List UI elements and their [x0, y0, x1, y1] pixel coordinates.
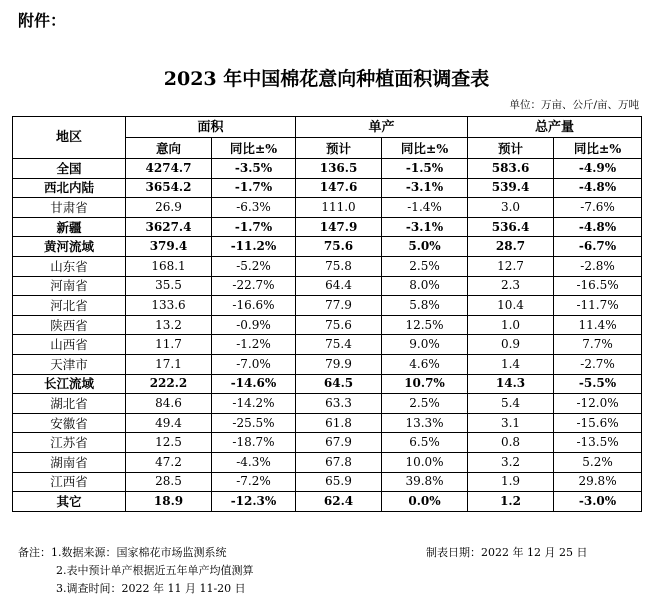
- value-cell: -6.7%: [554, 237, 642, 257]
- value-cell: 7.7%: [554, 335, 642, 355]
- value-cell: 1.0: [468, 315, 554, 335]
- value-cell: -1.2%: [212, 335, 296, 355]
- subheader-output-yoy: 同比±%: [554, 138, 642, 159]
- value-cell: 67.8: [296, 452, 382, 472]
- value-cell: -7.2%: [212, 472, 296, 492]
- table-date: 制表日期：2022 年 12 月 25 日: [426, 546, 588, 559]
- value-cell: -16.5%: [554, 276, 642, 296]
- value-cell: -14.2%: [212, 394, 296, 414]
- subheader-yield-yoy: 同比±%: [382, 138, 468, 159]
- region-cell: 山东省: [13, 256, 126, 276]
- region-cell: 陕西省: [13, 315, 126, 335]
- value-cell: 49.4: [126, 413, 212, 433]
- value-cell: 75.6: [296, 315, 382, 335]
- value-cell: 147.6: [296, 178, 382, 198]
- value-cell: -1.7%: [212, 178, 296, 198]
- value-cell: 1.2: [468, 492, 554, 512]
- table-row: [13, 296, 642, 316]
- value-cell: -4.8%: [554, 217, 642, 237]
- value-cell: 1.4: [468, 354, 554, 374]
- unit-note: 单位：万亩、公斤/亩、万吨: [509, 99, 639, 111]
- value-cell: 379.4: [126, 237, 212, 257]
- value-cell: -11.7%: [554, 296, 642, 316]
- region-cell: 湖南省: [13, 452, 126, 472]
- subheader-yield-forecast: 预计: [296, 138, 382, 159]
- value-cell: 26.9: [126, 198, 212, 218]
- value-cell: -1.5%: [382, 159, 468, 179]
- value-cell: 39.8%: [382, 472, 468, 492]
- region-cell: 江西省: [13, 472, 126, 492]
- notes: [18, 544, 254, 598]
- value-cell: 17.1: [126, 354, 212, 374]
- value-cell: 168.1: [126, 256, 212, 276]
- value-cell: 10.0%: [382, 452, 468, 472]
- value-cell: 222.2: [126, 374, 212, 394]
- value-cell: -3.0%: [554, 492, 642, 512]
- value-cell: 6.5%: [382, 433, 468, 453]
- value-cell: -6.3%: [212, 198, 296, 218]
- subheader-area-intent: 意向: [126, 138, 212, 159]
- header-group-output: 总产量: [468, 117, 642, 138]
- document-title: 2023 年中国棉花意向种植面积调查表: [163, 68, 490, 90]
- table-row: [13, 394, 642, 414]
- value-cell: 28.5: [126, 472, 212, 492]
- value-cell: 29.8%: [554, 472, 642, 492]
- region-cell: 西北内陆: [13, 178, 126, 198]
- table-row: [13, 276, 642, 296]
- value-cell: -3.1%: [382, 178, 468, 198]
- value-cell: -12.3%: [212, 492, 296, 512]
- value-cell: 9.0%: [382, 335, 468, 355]
- note-line: 2.表中预计单产根据近五年单产均值测算: [56, 564, 254, 577]
- value-cell: 0.8: [468, 433, 554, 453]
- value-cell: 67.9: [296, 433, 382, 453]
- value-cell: 5.0%: [382, 237, 468, 257]
- region-cell: 黄河流域: [13, 237, 126, 257]
- value-cell: 5.8%: [382, 296, 468, 316]
- value-cell: 2.5%: [382, 256, 468, 276]
- value-cell: 65.9: [296, 472, 382, 492]
- value-cell: 133.6: [126, 296, 212, 316]
- value-cell: -4.3%: [212, 452, 296, 472]
- value-cell: 4274.7: [126, 159, 212, 179]
- region-cell: 全国: [13, 159, 126, 179]
- region-cell: 河南省: [13, 276, 126, 296]
- value-cell: -12.0%: [554, 394, 642, 414]
- value-cell: -22.7%: [212, 276, 296, 296]
- value-cell: -18.7%: [212, 433, 296, 453]
- value-cell: -3.5%: [212, 159, 296, 179]
- value-cell: -11.2%: [212, 237, 296, 257]
- value-cell: 28.7: [468, 237, 554, 257]
- table-row: [13, 217, 642, 237]
- table-row: [13, 452, 642, 472]
- value-cell: -2.8%: [554, 256, 642, 276]
- value-cell: 2.5%: [382, 394, 468, 414]
- value-cell: -3.1%: [382, 217, 468, 237]
- value-cell: -16.6%: [212, 296, 296, 316]
- table-row: [13, 315, 642, 335]
- value-cell: 10.7%: [382, 374, 468, 394]
- value-cell: -4.8%: [554, 178, 642, 198]
- region-cell: 长江流域: [13, 374, 126, 394]
- note-line: 3.调查时间：2022 年 11 月 11-20 日: [56, 582, 246, 595]
- value-cell: 1.9: [468, 472, 554, 492]
- value-cell: -5.2%: [212, 256, 296, 276]
- value-cell: 11.4%: [554, 315, 642, 335]
- value-cell: 61.8: [296, 413, 382, 433]
- value-cell: 539.4: [468, 178, 554, 198]
- value-cell: 12.5%: [382, 315, 468, 335]
- value-cell: 5.4: [468, 394, 554, 414]
- value-cell: 536.4: [468, 217, 554, 237]
- value-cell: 3627.4: [126, 217, 212, 237]
- header-region: 地区: [13, 117, 126, 159]
- value-cell: 583.6: [468, 159, 554, 179]
- value-cell: 8.0%: [382, 276, 468, 296]
- table-row: [13, 159, 642, 179]
- value-cell: 13.2: [126, 315, 212, 335]
- value-cell: 3654.2: [126, 178, 212, 198]
- region-cell: 天津市: [13, 354, 126, 374]
- value-cell: 13.3%: [382, 413, 468, 433]
- value-cell: -15.6%: [554, 413, 642, 433]
- table-row: [13, 178, 642, 198]
- region-cell: 河北省: [13, 296, 126, 316]
- value-cell: 63.3: [296, 394, 382, 414]
- value-cell: -14.6%: [212, 374, 296, 394]
- value-cell: 64.5: [296, 374, 382, 394]
- value-cell: 84.6: [126, 394, 212, 414]
- table-row: [13, 256, 642, 276]
- header-group-yield: 单产: [296, 117, 468, 138]
- value-cell: 79.9: [296, 354, 382, 374]
- value-cell: 75.8: [296, 256, 382, 276]
- value-cell: -0.9%: [212, 315, 296, 335]
- value-cell: 3.2: [468, 452, 554, 472]
- table-row: [13, 354, 642, 374]
- region-cell: 安徽省: [13, 413, 126, 433]
- value-cell: 111.0: [296, 198, 382, 218]
- value-cell: 0.0%: [382, 492, 468, 512]
- table-row: [13, 237, 642, 257]
- value-cell: 147.9: [296, 217, 382, 237]
- value-cell: -13.5%: [554, 433, 642, 453]
- table-body: [13, 159, 642, 512]
- table-row: [13, 433, 642, 453]
- subheader-output-forecast: 预计: [468, 138, 554, 159]
- table-row: [13, 374, 642, 394]
- value-cell: -1.7%: [212, 217, 296, 237]
- value-cell: 4.6%: [382, 354, 468, 374]
- value-cell: 47.2: [126, 452, 212, 472]
- region-cell: 江苏省: [13, 433, 126, 453]
- value-cell: 77.9: [296, 296, 382, 316]
- value-cell: 136.5: [296, 159, 382, 179]
- value-cell: -5.5%: [554, 374, 642, 394]
- subheader-area-yoy: 同比±%: [212, 138, 296, 159]
- value-cell: -2.7%: [554, 354, 642, 374]
- value-cell: 3.1: [468, 413, 554, 433]
- value-cell: 11.7: [126, 335, 212, 355]
- value-cell: 64.4: [296, 276, 382, 296]
- value-cell: 2.3: [468, 276, 554, 296]
- value-cell: 3.0: [468, 198, 554, 218]
- note-line: 备注：1.数据来源：国家棉花市场监测系统: [18, 546, 227, 559]
- value-cell: -7.6%: [554, 198, 642, 218]
- value-cell: 14.3: [468, 374, 554, 394]
- region-cell: 山西省: [13, 335, 126, 355]
- value-cell: 75.4: [296, 335, 382, 355]
- value-cell: 35.5: [126, 276, 212, 296]
- header-group-area: 面积: [126, 117, 296, 138]
- table-row: [13, 335, 642, 355]
- region-cell: 新疆: [13, 217, 126, 237]
- table-row: [13, 492, 642, 512]
- value-cell: 5.2%: [554, 452, 642, 472]
- table-row: [13, 413, 642, 433]
- region-cell: 其它: [13, 492, 126, 512]
- value-cell: 12.7: [468, 256, 554, 276]
- value-cell: 0.9: [468, 335, 554, 355]
- table-row: [13, 198, 642, 218]
- cotton-survey-table: [12, 116, 642, 512]
- value-cell: -1.4%: [382, 198, 468, 218]
- attachment-label: 附件：: [18, 11, 67, 30]
- value-cell: 10.4: [468, 296, 554, 316]
- region-cell: 湖北省: [13, 394, 126, 414]
- value-cell: -7.0%: [212, 354, 296, 374]
- value-cell: -25.5%: [212, 413, 296, 433]
- value-cell: 12.5: [126, 433, 212, 453]
- value-cell: 62.4: [296, 492, 382, 512]
- value-cell: 18.9: [126, 492, 212, 512]
- table-row: [13, 472, 642, 492]
- region-cell: 甘肃省: [13, 198, 126, 218]
- value-cell: -4.9%: [554, 159, 642, 179]
- value-cell: 75.6: [296, 237, 382, 257]
